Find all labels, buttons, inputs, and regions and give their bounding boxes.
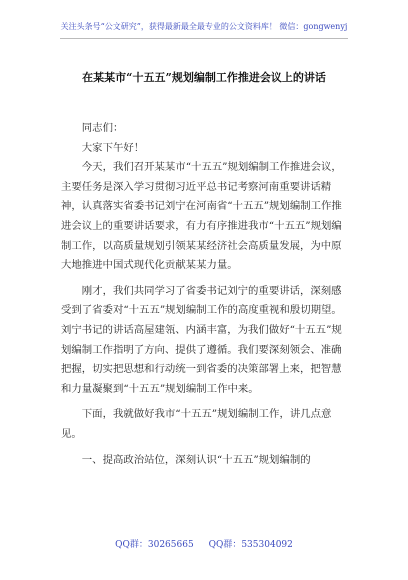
greeting: 大家下午好！ — [81, 141, 145, 154]
paragraph-1: 今天，我们召开某某市“十五五”规划编制工作推进会议，主要任务是深入学习贯彻习近平总书记考察河南重要讲话精神，认真落实省委书记刘宁在河南省“十五五”规划编制工作推进会议上的重要讲话要求，有力有序推进我市“十五五”规划编制工作，以高质量规划引领某某经济社会高质量发展，为中原大地推进中国式现代化贡献某某力量。 — [61, 161, 342, 272]
paragraph-3: 下面，我就做好我市“十五五”规划编制工作，讲几点意见。 — [61, 408, 332, 440]
paragraph-4: 一、提高政治站位，深刻认识“十五五”规划编制的 — [81, 453, 311, 466]
qq-group-1: QQ群：30265665 — [115, 540, 194, 550]
qq-group-2: QQ群：535304092 — [208, 540, 293, 550]
header-divider — [60, 38, 348, 39]
document-body — [61, 119, 347, 470]
footer-contact — [0, 537, 408, 550]
document-title: 在某某市“十五五”规划编制工作推进会议上的讲话 — [82, 71, 326, 84]
paragraph-2: 刚才，我们共同学习了省委书记刘宁的重要讲话，深刻感受到了省委对“十五五”规划编制工作的高度重视和殷切期望。刘宁书记的讲话高屋建瓴、内涵丰富，为我们做好“十五五”规划编制工作指明了方向、提供了遵循。我们要深刻领会、准确把握，切实把思想和行动统一到省委的决策部署上来，把智慧和力量凝聚到“十五五”规划编制工作中来。 — [61, 284, 342, 395]
salutation: 同志们： — [81, 122, 124, 134]
promo-header: 关注头条号“公文研究”，获得最新最全最专业的公文资料库！ 微信：gongwenyj — [60, 22, 348, 31]
